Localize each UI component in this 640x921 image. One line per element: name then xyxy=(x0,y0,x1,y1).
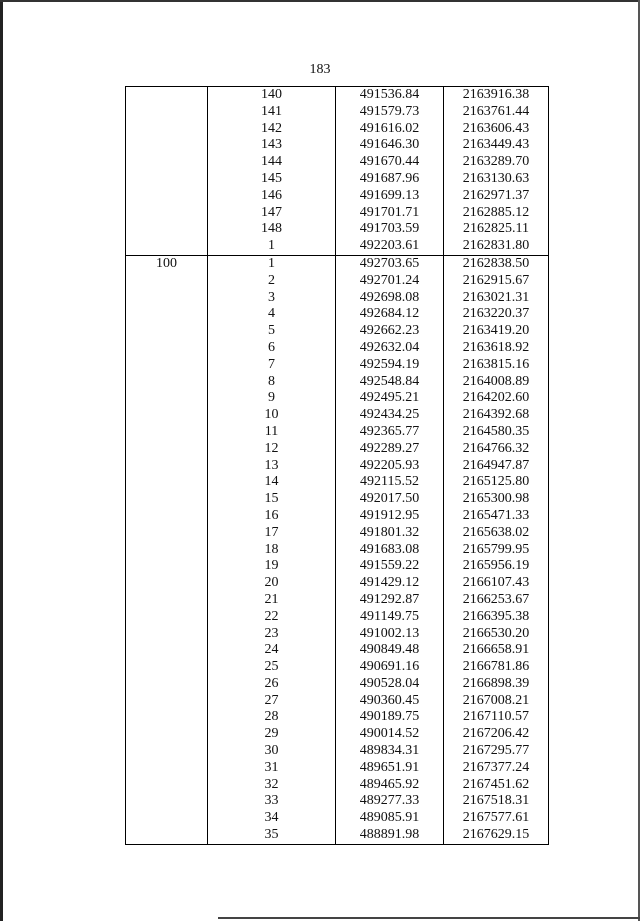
point-number-cell: 6 xyxy=(208,340,336,357)
section-label-cell xyxy=(126,273,208,290)
y-coordinate-cell: 2165956.19 xyxy=(444,558,549,575)
y-coordinate-cell: 2167629.15 xyxy=(444,827,549,844)
table-row xyxy=(126,188,549,205)
table-row xyxy=(126,306,549,323)
x-coordinate-cell: 491701.71 xyxy=(336,205,444,222)
y-coordinate-cell: 2162825.11 xyxy=(444,221,549,238)
y-coordinate-cell: 2163606.43 xyxy=(444,121,549,138)
section-label-cell xyxy=(126,441,208,458)
x-coordinate-cell: 488891.98 xyxy=(336,827,444,844)
y-coordinate-cell: 2164580.35 xyxy=(444,424,549,441)
point-number-cell: 1 xyxy=(208,255,336,272)
section-label-cell xyxy=(126,642,208,659)
y-coordinate-cell: 2164202.60 xyxy=(444,390,549,407)
x-coordinate-cell: 492684.12 xyxy=(336,306,444,323)
table-row xyxy=(126,474,549,491)
table-row xyxy=(126,575,549,592)
table-row xyxy=(126,441,549,458)
section-label-cell xyxy=(126,374,208,391)
y-coordinate-cell: 2163289.70 xyxy=(444,154,549,171)
section-label-cell xyxy=(126,390,208,407)
point-number-cell: 17 xyxy=(208,525,336,542)
point-number-cell: 14 xyxy=(208,474,336,491)
x-coordinate-cell: 492701.24 xyxy=(336,273,444,290)
point-number-cell: 20 xyxy=(208,575,336,592)
table-row xyxy=(126,458,549,475)
section-label-cell xyxy=(126,827,208,844)
y-coordinate-cell: 2166658.91 xyxy=(444,642,549,659)
point-number-cell: 30 xyxy=(208,743,336,760)
section-label-cell xyxy=(126,575,208,592)
y-coordinate-cell: 2163130.63 xyxy=(444,171,549,188)
section-label-cell xyxy=(126,542,208,559)
section-label-cell xyxy=(126,743,208,760)
point-number-cell: 9 xyxy=(208,390,336,407)
point-number-cell: 18 xyxy=(208,542,336,559)
section-label-cell xyxy=(126,525,208,542)
x-coordinate-cell: 492698.08 xyxy=(336,290,444,307)
section-label-cell xyxy=(126,709,208,726)
section-label-cell xyxy=(126,188,208,205)
table-row xyxy=(126,154,549,171)
x-coordinate-cell: 491616.02 xyxy=(336,121,444,138)
table-row xyxy=(126,676,549,693)
x-coordinate-cell: 491149.75 xyxy=(336,609,444,626)
y-coordinate-cell: 2167451.62 xyxy=(444,777,549,794)
table-row xyxy=(126,121,549,138)
point-number-cell: 11 xyxy=(208,424,336,441)
table-row xyxy=(126,726,549,743)
point-number-cell: 1 xyxy=(208,238,336,255)
table-row xyxy=(126,592,549,609)
x-coordinate-cell: 489834.31 xyxy=(336,743,444,760)
section-label-cell xyxy=(126,306,208,323)
x-coordinate-cell: 491579.73 xyxy=(336,104,444,121)
y-coordinate-cell: 2163815.16 xyxy=(444,357,549,374)
x-coordinate-cell: 492434.25 xyxy=(336,407,444,424)
y-coordinate-cell: 2162971.37 xyxy=(444,188,549,205)
point-number-cell: 140 xyxy=(208,87,336,104)
section-label-cell xyxy=(126,323,208,340)
section-label-cell: 100 xyxy=(126,255,208,272)
table-row xyxy=(126,693,549,710)
table-row xyxy=(126,659,549,676)
table-row xyxy=(126,104,549,121)
point-number-cell: 15 xyxy=(208,491,336,508)
table-row xyxy=(126,810,549,827)
table-row xyxy=(126,709,549,726)
x-coordinate-cell: 490189.75 xyxy=(336,709,444,726)
table-row xyxy=(126,374,549,391)
x-coordinate-cell: 491670.44 xyxy=(336,154,444,171)
table-row xyxy=(126,793,549,810)
y-coordinate-cell: 2165471.33 xyxy=(444,508,549,525)
point-number-cell: 146 xyxy=(208,188,336,205)
x-coordinate-cell: 492594.19 xyxy=(336,357,444,374)
x-coordinate-cell: 491429.12 xyxy=(336,575,444,592)
section-label-cell xyxy=(126,290,208,307)
y-coordinate-cell: 2162915.67 xyxy=(444,273,549,290)
x-coordinate-cell: 491801.32 xyxy=(336,525,444,542)
point-number-cell: 29 xyxy=(208,726,336,743)
section-label-cell xyxy=(126,474,208,491)
table-row xyxy=(126,171,549,188)
section-label-cell xyxy=(126,340,208,357)
table-row xyxy=(126,609,549,626)
x-coordinate-cell: 491559.22 xyxy=(336,558,444,575)
x-coordinate-cell: 489465.92 xyxy=(336,777,444,794)
x-coordinate-cell: 491536.84 xyxy=(336,87,444,104)
section-label-cell xyxy=(126,87,208,104)
section-label-cell xyxy=(126,491,208,508)
section-label-cell xyxy=(126,777,208,794)
point-number-cell: 34 xyxy=(208,810,336,827)
x-coordinate-cell: 491703.59 xyxy=(336,221,444,238)
section-label-cell xyxy=(126,726,208,743)
table-row xyxy=(126,255,549,272)
section-label-cell xyxy=(126,659,208,676)
x-coordinate-cell: 492203.61 xyxy=(336,238,444,255)
y-coordinate-cell: 2162838.50 xyxy=(444,255,549,272)
section-label-cell xyxy=(126,693,208,710)
x-coordinate-cell: 490849.48 xyxy=(336,642,444,659)
section-label-cell xyxy=(126,793,208,810)
table-row xyxy=(126,205,549,222)
x-coordinate-cell: 491699.13 xyxy=(336,188,444,205)
table-row xyxy=(126,137,549,154)
section-label-cell xyxy=(126,171,208,188)
section-label-cell xyxy=(126,357,208,374)
point-number-cell: 13 xyxy=(208,458,336,475)
point-number-cell: 145 xyxy=(208,171,336,188)
point-number-cell: 16 xyxy=(208,508,336,525)
table-row xyxy=(126,743,549,760)
point-number-cell: 10 xyxy=(208,407,336,424)
point-number-cell: 22 xyxy=(208,609,336,626)
y-coordinate-cell: 2166253.67 xyxy=(444,592,549,609)
table-row xyxy=(126,424,549,441)
x-coordinate-cell: 492548.84 xyxy=(336,374,444,391)
y-coordinate-cell: 2163021.31 xyxy=(444,290,549,307)
section-label-cell xyxy=(126,221,208,238)
point-number-cell: 28 xyxy=(208,709,336,726)
point-number-cell: 2 xyxy=(208,273,336,290)
table-row xyxy=(126,525,549,542)
section-label-cell xyxy=(126,424,208,441)
x-coordinate-cell: 489651.91 xyxy=(336,760,444,777)
x-coordinate-cell: 490014.52 xyxy=(336,726,444,743)
table-row xyxy=(126,642,549,659)
y-coordinate-cell: 2165638.02 xyxy=(444,525,549,542)
point-number-cell: 142 xyxy=(208,121,336,138)
page-edge-bottom xyxy=(218,917,640,919)
y-coordinate-cell: 2165799.95 xyxy=(444,542,549,559)
point-number-cell: 4 xyxy=(208,306,336,323)
point-number-cell: 19 xyxy=(208,558,336,575)
point-number-cell: 148 xyxy=(208,221,336,238)
table-row xyxy=(126,323,549,340)
x-coordinate-cell: 492365.77 xyxy=(336,424,444,441)
y-coordinate-cell: 2167008.21 xyxy=(444,693,549,710)
y-coordinate-cell: 2162831.80 xyxy=(444,238,549,255)
x-coordinate-cell: 491912.95 xyxy=(336,508,444,525)
table-row xyxy=(126,390,549,407)
page-number: 183 xyxy=(309,62,331,77)
section-label-cell xyxy=(126,205,208,222)
point-number-cell: 26 xyxy=(208,676,336,693)
y-coordinate-cell: 2167377.24 xyxy=(444,760,549,777)
y-coordinate-cell: 2163449.43 xyxy=(444,137,549,154)
coordinates-table xyxy=(125,86,549,845)
x-coordinate-cell: 491687.96 xyxy=(336,171,444,188)
table-row xyxy=(126,777,549,794)
y-coordinate-cell: 2164947.87 xyxy=(444,458,549,475)
table-row xyxy=(126,626,549,643)
section-label-cell xyxy=(126,458,208,475)
y-coordinate-cell: 2166107.43 xyxy=(444,575,549,592)
x-coordinate-cell: 491002.13 xyxy=(336,626,444,643)
x-coordinate-cell: 492289.27 xyxy=(336,441,444,458)
point-number-cell: 5 xyxy=(208,323,336,340)
section-label-cell xyxy=(126,676,208,693)
coordinates-table-body xyxy=(126,87,549,845)
section-label-cell xyxy=(126,238,208,255)
section-label-cell xyxy=(126,592,208,609)
x-coordinate-cell: 491646.30 xyxy=(336,137,444,154)
section-label-cell xyxy=(126,626,208,643)
point-number-cell: 12 xyxy=(208,441,336,458)
x-coordinate-cell: 490360.45 xyxy=(336,693,444,710)
point-number-cell: 35 xyxy=(208,827,336,844)
point-number-cell: 23 xyxy=(208,626,336,643)
table-row xyxy=(126,87,549,104)
point-number-cell: 33 xyxy=(208,793,336,810)
y-coordinate-cell: 2163916.38 xyxy=(444,87,549,104)
section-label-cell xyxy=(126,137,208,154)
x-coordinate-cell: 492495.21 xyxy=(336,390,444,407)
table-row xyxy=(126,827,549,844)
y-coordinate-cell: 2167110.57 xyxy=(444,709,549,726)
point-number-cell: 3 xyxy=(208,290,336,307)
point-number-cell: 8 xyxy=(208,374,336,391)
table-row xyxy=(126,491,549,508)
table-row xyxy=(126,542,549,559)
table-row xyxy=(126,238,549,255)
table-row xyxy=(126,357,549,374)
page-edge-left xyxy=(0,0,3,921)
x-coordinate-cell: 492703.65 xyxy=(336,255,444,272)
x-coordinate-cell: 491292.87 xyxy=(336,592,444,609)
table-row xyxy=(126,760,549,777)
point-number-cell: 143 xyxy=(208,137,336,154)
point-number-cell: 141 xyxy=(208,104,336,121)
x-coordinate-cell: 492017.50 xyxy=(336,491,444,508)
y-coordinate-cell: 2167577.61 xyxy=(444,810,549,827)
y-coordinate-cell: 2163220.37 xyxy=(444,306,549,323)
y-coordinate-cell: 2164766.32 xyxy=(444,441,549,458)
section-label-cell xyxy=(126,760,208,777)
x-coordinate-cell: 492632.04 xyxy=(336,340,444,357)
x-coordinate-cell: 492115.52 xyxy=(336,474,444,491)
point-number-cell: 32 xyxy=(208,777,336,794)
table-row xyxy=(126,290,549,307)
y-coordinate-cell: 2167295.77 xyxy=(444,743,549,760)
table-row xyxy=(126,508,549,525)
y-coordinate-cell: 2163419.20 xyxy=(444,323,549,340)
section-label-cell xyxy=(126,508,208,525)
table-row xyxy=(126,340,549,357)
point-number-cell: 7 xyxy=(208,357,336,374)
y-coordinate-cell: 2164008.89 xyxy=(444,374,549,391)
section-label-cell xyxy=(126,407,208,424)
x-coordinate-cell: 490528.04 xyxy=(336,676,444,693)
point-number-cell: 147 xyxy=(208,205,336,222)
y-coordinate-cell: 2167518.31 xyxy=(444,793,549,810)
y-coordinate-cell: 2162885.12 xyxy=(444,205,549,222)
section-label-cell xyxy=(126,810,208,827)
point-number-cell: 25 xyxy=(208,659,336,676)
x-coordinate-cell: 489085.91 xyxy=(336,810,444,827)
y-coordinate-cell: 2166530.20 xyxy=(444,626,549,643)
y-coordinate-cell: 2166781.86 xyxy=(444,659,549,676)
table-row xyxy=(126,221,549,238)
y-coordinate-cell: 2163618.92 xyxy=(444,340,549,357)
page-edge-top xyxy=(0,0,640,2)
y-coordinate-cell: 2165300.98 xyxy=(444,491,549,508)
y-coordinate-cell: 2166898.39 xyxy=(444,676,549,693)
point-number-cell: 27 xyxy=(208,693,336,710)
section-label-cell xyxy=(126,154,208,171)
table-row xyxy=(126,273,549,290)
point-number-cell: 31 xyxy=(208,760,336,777)
point-number-cell: 24 xyxy=(208,642,336,659)
y-coordinate-cell: 2167206.42 xyxy=(444,726,549,743)
table-row xyxy=(126,558,549,575)
section-label-cell xyxy=(126,609,208,626)
x-coordinate-cell: 490691.16 xyxy=(336,659,444,676)
section-label-cell xyxy=(126,121,208,138)
y-coordinate-cell: 2163761.44 xyxy=(444,104,549,121)
y-coordinate-cell: 2164392.68 xyxy=(444,407,549,424)
y-coordinate-cell: 2166395.38 xyxy=(444,609,549,626)
point-number-cell: 144 xyxy=(208,154,336,171)
section-label-cell xyxy=(126,558,208,575)
x-coordinate-cell: 491683.08 xyxy=(336,542,444,559)
y-coordinate-cell: 2165125.80 xyxy=(444,474,549,491)
table-row xyxy=(126,407,549,424)
x-coordinate-cell: 492205.93 xyxy=(336,458,444,475)
point-number-cell: 21 xyxy=(208,592,336,609)
x-coordinate-cell: 489277.33 xyxy=(336,793,444,810)
section-label-cell xyxy=(126,104,208,121)
x-coordinate-cell: 492662.23 xyxy=(336,323,444,340)
